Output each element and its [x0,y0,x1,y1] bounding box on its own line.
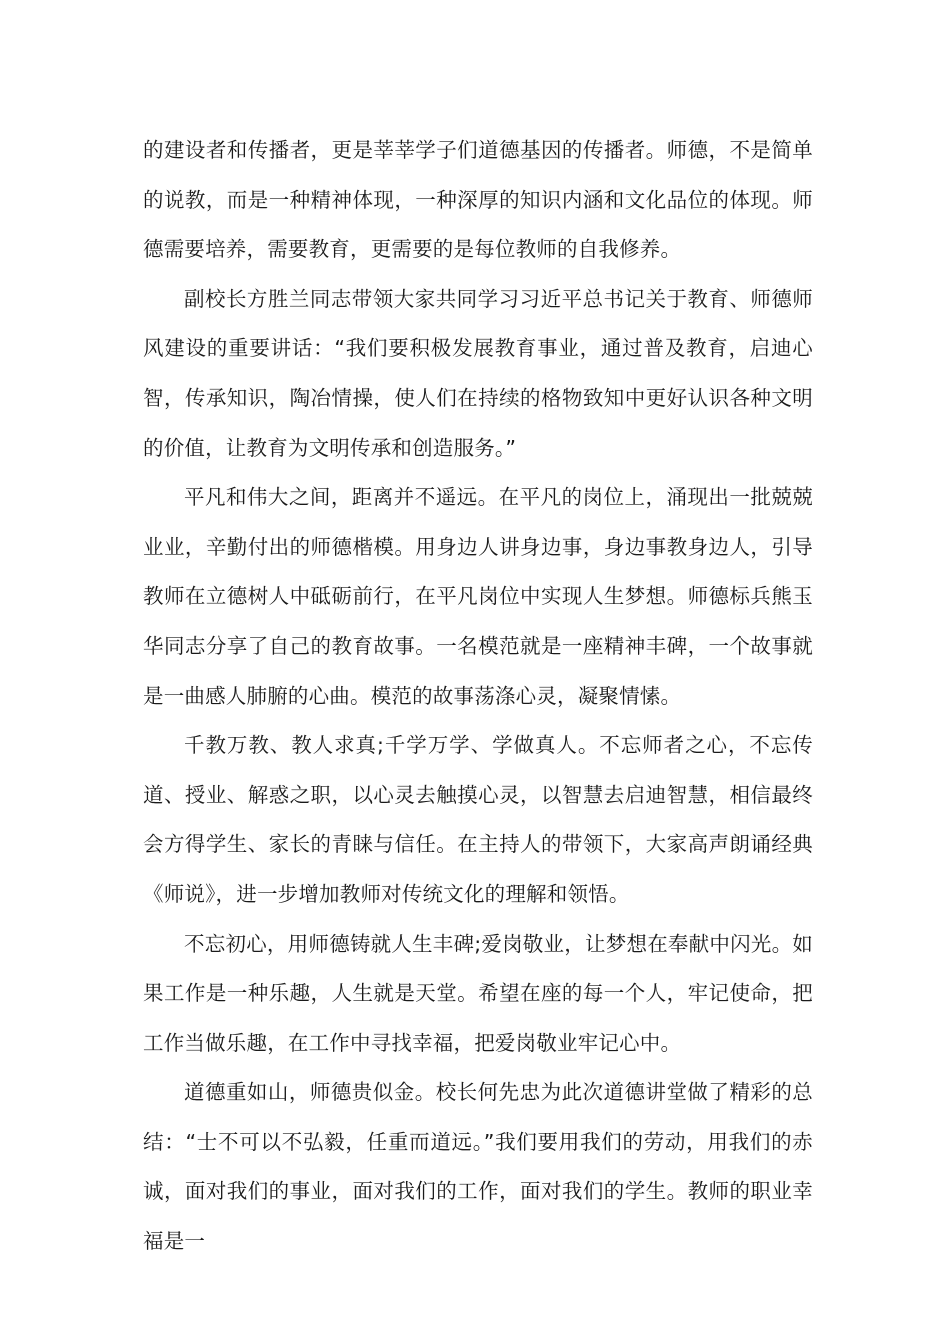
paragraph-role-models: 平凡和伟大之间，距离并不遥远。在平凡的岗位上，涌现出一批兢兢业业，辛勤付出的师德楷模。用身边人讲身边事，身边事教身边人，引导教师在立德树人中砥砺前行，在平凡岗位中实现人生梦想。师德标兵熊玉华同志分享了自己的教育故事。一名模范就是一座精神丰碑，一个故事就是一曲感人肺腑的心曲。模范的故事荡涤心灵，凝聚情愫。 [143,485,813,708]
paragraph-recitation: 千教万教、教人求真;千学万学、学做真人。不忘师者之心，不忘传道、授业、解惑之职，以心灵去触摸心灵，以智慧去启迪智慧，相信最终会方得学生、家长的青睐与信任。在主持人的带领下，大家高声朗诵经典《师说》，进一步增加教师对传统文化的理解和领悟。 [143,733,813,906]
paragraph-continuation: 的建设者和传播者，更是莘莘学子们道德基因的传播者。师德，不是简单的说教，而是一种精神体现，一种深厚的知识内涵和文化品位的体现。师德需要培养，需要教育，更需要的是每位教师的自我修养。 [143,138,813,262]
paragraph-original-aspiration: 不忘初心，用师德铸就人生丰碑;爱岗敬业，让梦想在奉献中闪光。如果工作是一种乐趣，人生就是天堂。希望在座的每一个人，牢记使命，把工作当做乐趣，在工作中寻找幸福，把爱岗敬业牢记心中。 [143,931,813,1055]
document-body [143,126,813,1267]
paragraph-speech-study: 副校长方胜兰同志带领大家共同学习习近平总书记关于教育、师德师风建设的重要讲话：“我们要积极发展教育事业，通过普及教育，启迪心智，传承知识，陶冶情操，使人们在持续的格物致知中更好认识各种文明的价值，让教育为文明传承和创造服务。” [143,286,813,460]
paragraph-summary: 道德重如山，师德贵似金。校长何先忠为此次道德讲堂做了精彩的总结：“士不可以不弘毅，任重而道远。”我们要用我们的劳动，用我们的赤诚，面对我们的事业，面对我们的工作，面对我们的学生。教师的职业幸福是一 [143,1080,813,1254]
